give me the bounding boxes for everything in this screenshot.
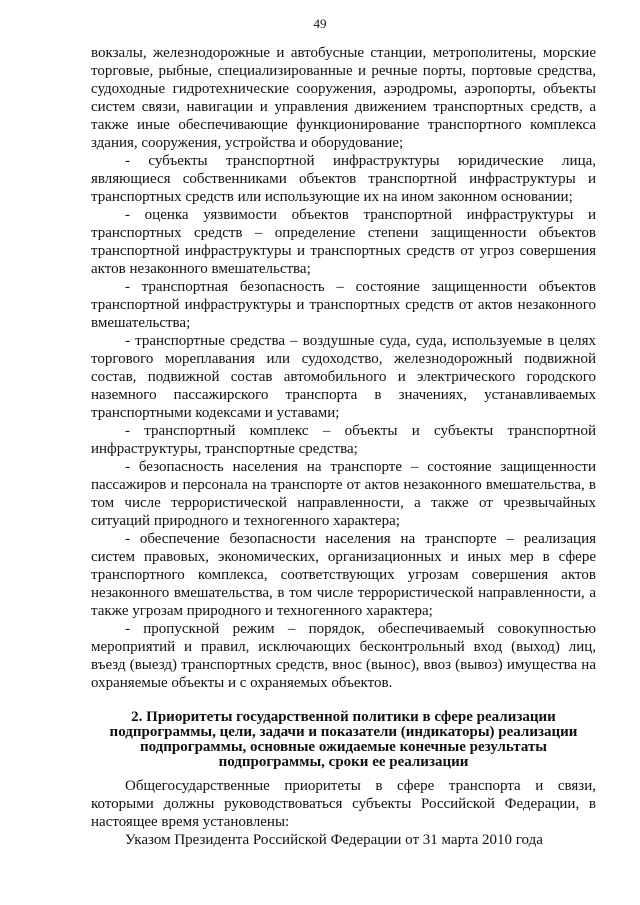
definition-paragraph: - обеспечение безопасности населения на транспорте – реализация систем правовых, экономических, организационных и иных мер в сфере транспортного комплекса, соответствующих угрозам совершения актов незаконного вмешательства, в том числе террористической направленности, а также угрозам природного и техногенного характера; <box>91 531 596 619</box>
definition-paragraph: - безопасность населения на транспорте – состояние защищенности пассажиров и персонала на транспорте от актов незаконного вмешательства, в том числе террористической направленности, а также от чрезвычайных ситуаций природного и техногенного характера; <box>91 459 596 529</box>
page-number: 49 <box>313 16 327 31</box>
section-paragraph: Общегосударственные приоритеты в сфере транспорта и связи, которыми должны руководствоваться субъекты Российской Федерации, в настоящее время установлены: <box>91 778 596 830</box>
definition-paragraph: - субъекты транспортной инфраструктуры юридические лица, являющиеся собственниками объектов транспортной инфраструктуры и транспортных средств или использующие их на ином законном основании; <box>91 153 596 205</box>
section-paragraph: Указом Президента Российской Федерации от 31 марта 2010 года <box>125 832 543 848</box>
definition-paragraph: - транспортный комплекс – объекты и субъекты транспортной инфраструктуры, транспортные средства; <box>91 423 596 457</box>
document-body <box>91 44 596 849</box>
paragraph-continuation: вокзалы, железнодорожные и автобусные станции, метрополитены, морские торговые, рыбные, специализированные и речные порты, портовые средства, судоходные гидротехнические сооружения, аэродромы, аэропорты, объекты систем связи, навигации и управления движением транспортных средств, а также иные обеспечивающие функционирование транспортного комплекса здания, сооружения, устройства и оборудование; <box>91 45 596 151</box>
definition-paragraph: - оценка уязвимости объектов транспортной инфраструктуры и транспортных средств – определение степени защищенности объектов транспортной инфраструктуры и транспортных средств от угроз совершения актов незаконного вмешательства; <box>91 207 596 277</box>
definition-paragraph: - транспортная безопасность – состояние защищенности объектов транспортной инфраструктуры и транспортных средств от актов незаконного вмешательства; <box>91 279 596 331</box>
section-heading: 2. Приоритеты государственной политики в сфере реализации подпрограммы, цели, задачи и показатели (индикаторы) реализации подпрограммы, основные ожидаемые конечные результаты подпрограммы, сроки ее реализации <box>109 709 578 770</box>
definition-paragraph: - пропускной режим – порядок, обеспечиваемый совокупностью мероприятий и правил, исключающих бесконтрольный вход (выход) лиц, въезд (выезд) транспортных средств, внос (вынос), ввоз (вывоз) имущества на охраняемые объекты и с охраняемых объектов. <box>91 621 596 691</box>
definition-paragraph: - транспортные средства – воздушные суда, суда, используемые в целях торгового мореплавания или судоходство, железнодорожный подвижной состав, подвижной состав автомобильного и электрического городского наземного пассажирского транспорта в значениях, устанавливаемых транспортными кодексами и уставами; <box>91 333 596 421</box>
